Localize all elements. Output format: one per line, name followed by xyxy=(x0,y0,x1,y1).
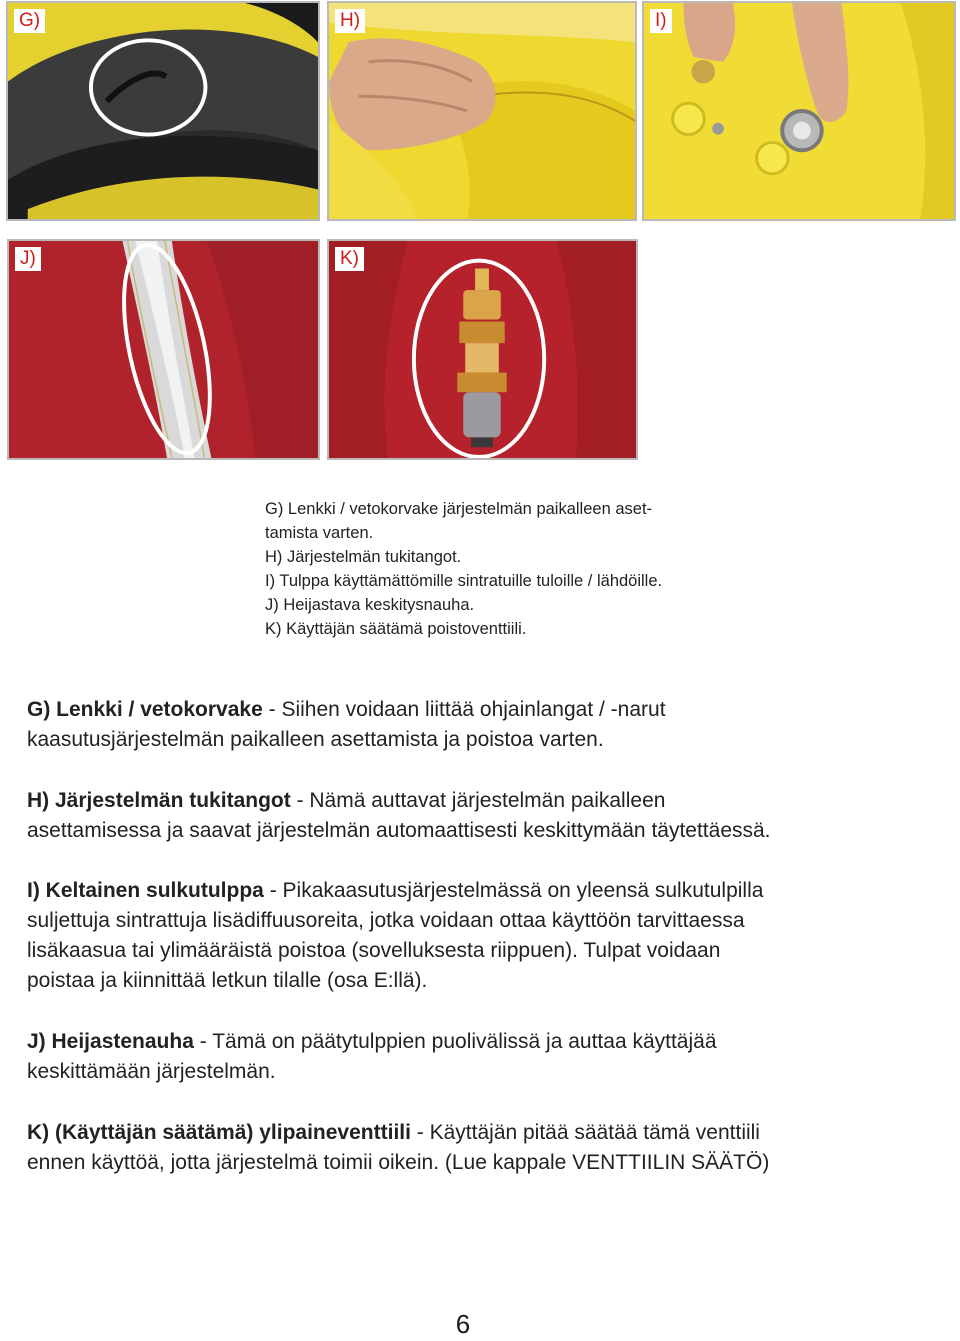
photo-h-label: H) xyxy=(335,9,365,33)
photo-k-label: K) xyxy=(335,247,364,271)
paragraph-support-rods xyxy=(27,786,937,846)
yellow-plug-image xyxy=(644,3,954,219)
support-rods-image xyxy=(329,3,635,219)
paragraph-text: ennen käyttöä, jotta järjestelmä toimii oikein. (Lue kappale VENTTIILIN SÄÄTÖ) xyxy=(27,1151,770,1174)
term-yellow-plug: I) Keltainen sulkutulppa xyxy=(27,879,264,902)
relief-valve-image xyxy=(329,241,636,458)
paragraph-text: kaasutusjärjestelmän paikalleen asettamista ja poistoa varten. xyxy=(27,728,604,751)
paragraph-tow-loop xyxy=(27,695,937,755)
paragraph-text: - Tämä on päätytulppien puolivälissä ja auttaa käyttäjää xyxy=(193,1030,717,1053)
paragraph-text: suljettuja sintrattuja lisädiffuusoreita, jotka voidaan ottaa käyttöön tarvittaessa xyxy=(27,909,745,932)
tow-loop-image xyxy=(8,3,318,219)
caption-line: G) Lenkki / vetokorvake järjestelmän paikalleen aset- xyxy=(265,500,653,518)
paragraph-relief-valve xyxy=(27,1118,937,1178)
photo-k-relief-valve xyxy=(327,239,638,460)
paragraph-text: - Nämä auttavat järjestelmän paikalleen xyxy=(290,789,666,812)
paragraph-text: - Siihen voidaan liittää ohjainlangat / -narut xyxy=(262,698,666,721)
paragraph-reflective-strip xyxy=(27,1027,937,1087)
paragraph-yellow-plug xyxy=(27,876,937,996)
term-support-rods: H) Järjestelmän tukitangot xyxy=(27,789,291,812)
paragraph-text: asettamisessa ja saavat järjestelmän automaattisesti keskittymään täytettäessä. xyxy=(27,819,771,842)
photo-captions xyxy=(265,497,785,641)
paragraph-text: poistaa ja kiinnittää letkun tilalle (osa E:llä). xyxy=(27,969,428,992)
term-tow-loop: G) Lenkki / vetokorvake xyxy=(27,698,263,721)
photo-g-label: G) xyxy=(14,9,45,33)
paragraph-text: - Pikakaasutusjärjestelmässä on yleensä sulkutulpilla xyxy=(263,879,764,902)
photo-j-label: J) xyxy=(15,247,41,271)
photo-i-yellow-plug xyxy=(642,1,956,221)
term-reflective-strip: J) Heijastenauha xyxy=(27,1030,194,1053)
photo-j-reflective-strip xyxy=(7,239,320,460)
caption-line: H) Järjestelmän tukitangot. xyxy=(265,548,462,566)
caption-line: tamista varten. xyxy=(265,524,374,542)
caption-line: K) Käyttäjän säätämä poistoventtiili. xyxy=(265,620,527,638)
paragraph-text: lisäkaasua tai ylimääräistä poistoa (sovelluksesta riippuen). Tulpat voidaan xyxy=(27,939,721,962)
term-relief-valve: K) (Käyttäjän säätämä) ylipaineventtiili xyxy=(27,1121,411,1144)
page-number: 6 xyxy=(455,1309,471,1339)
photo-i-label: I) xyxy=(650,9,672,33)
photo-g-tow-loop xyxy=(6,1,320,221)
caption-line: J) Heijastava keskitysnauha. xyxy=(265,596,475,614)
reflective-strip-image xyxy=(9,241,318,458)
photo-h-support-rods xyxy=(327,1,637,221)
caption-line: I) Tulppa käyttämättömille sintratuille tuloille / lähdöille. xyxy=(265,572,663,590)
paragraph-text: keskittämään järjestelmän. xyxy=(27,1060,276,1083)
paragraph-text: - Käyttäjän pitää säätää tämä venttiili xyxy=(410,1121,760,1144)
